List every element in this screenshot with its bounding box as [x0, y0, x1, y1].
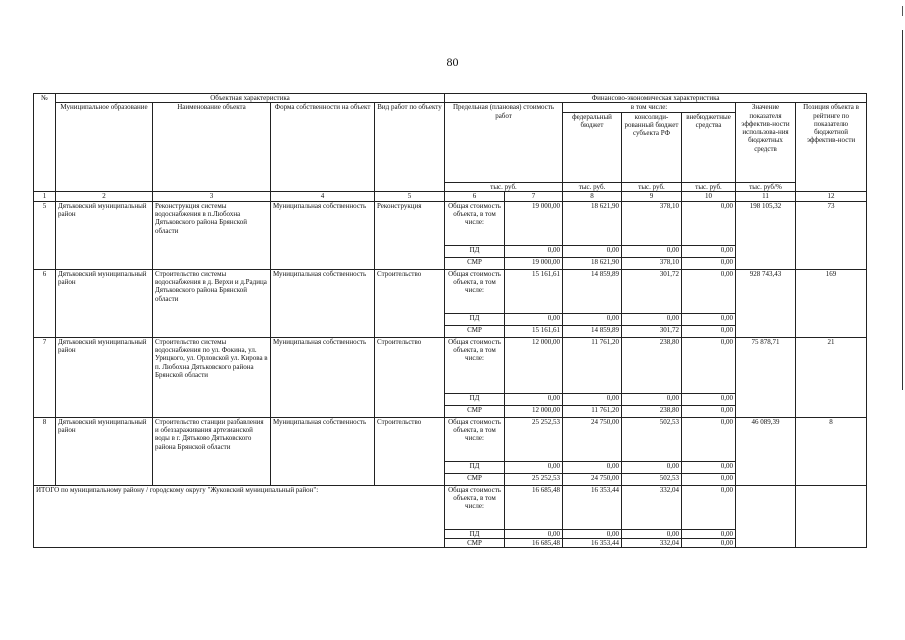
- header-efficiency: Значение показателя эффектив-ности использова-ния бюджетных средств: [736, 103, 796, 182]
- row-no: 7: [34, 337, 56, 417]
- smr-cost: 25 252,53: [505, 473, 563, 485]
- row-total-federal: 14 859,89: [563, 269, 622, 313]
- smr-consolidated: 502,53: [622, 473, 682, 485]
- total-smr-consolidated: 332,04: [622, 539, 682, 548]
- row-total-consolidated: 238,80: [622, 337, 682, 393]
- row-ownership: Муниципальная собственность: [271, 201, 375, 269]
- col-num: 11: [736, 191, 796, 201]
- header-federal: федеральный бюджет: [563, 112, 622, 182]
- header-municipal: Муниципальное образование: [56, 103, 153, 192]
- row-no: 8: [34, 417, 56, 485]
- smr-federal: 11 761,20: [563, 405, 622, 417]
- pd-cost: 0,00: [505, 245, 563, 257]
- row-total-extra: 0,00: [682, 201, 736, 245]
- row-ownership: Муниципальная собственность: [271, 269, 375, 337]
- smr-cost: 12 000,00: [505, 405, 563, 417]
- financial-table: [33, 93, 867, 548]
- total-row-consolidated: 332,04: [622, 485, 682, 529]
- total-pd-federal: 0,00: [563, 529, 622, 538]
- header-max-cost: Предельная (плановая) стоимость работ: [445, 103, 563, 182]
- unit-efficiency: тыс. руб/%: [736, 182, 796, 191]
- total-row-label: ИТОГО по муниципальному району / городскому округу "Жуковский муниципальный район":: [34, 485, 445, 548]
- unit-federal: тыс. руб.: [563, 182, 622, 191]
- total-row-federal: 16 353,44: [563, 485, 622, 529]
- row-total-consolidated: 502,53: [622, 417, 682, 461]
- total-smr-cost: 16 685,48: [505, 539, 563, 548]
- row-efficiency: 75 878,71: [736, 337, 796, 417]
- pd-cost: 0,00: [505, 461, 563, 473]
- row-municipal: Дятьковский муниципальный район: [56, 417, 153, 485]
- col-num: 2: [56, 191, 153, 201]
- row-object-name: Реконструкция системы водоснабжения в п.Любохна Дятьковского района Брянской области: [153, 201, 271, 269]
- row-efficiency: 46 089,39: [736, 417, 796, 485]
- row-total-cost: 15 161,61: [505, 269, 563, 313]
- row-total-federal: 11 761,20: [563, 337, 622, 393]
- pd-federal: 0,00: [563, 393, 622, 405]
- total-smr-federal: 16 353,44: [563, 539, 622, 548]
- pd-extra: 0,00: [682, 245, 736, 257]
- header-consolidated: консолиди-рованный бюджет субъекта РФ: [622, 112, 682, 182]
- smr-consolidated: 238,80: [622, 405, 682, 417]
- smr-federal: 18 621,90: [563, 257, 622, 269]
- row-total-extra: 0,00: [682, 269, 736, 313]
- row-municipal: Дятьковский муниципальный район: [56, 337, 153, 417]
- unit-cost: тыс. руб.: [445, 182, 563, 191]
- row-work-type: Реконструкция: [375, 201, 445, 269]
- smr-label: СМР: [445, 539, 505, 548]
- col-num: 3: [153, 191, 271, 201]
- row-ownership: Муниципальная собственность: [271, 417, 375, 485]
- header-fin-char: Финансово-экономическая характеристика: [445, 94, 867, 103]
- total-row: [34, 485, 867, 529]
- row-total-consolidated: 378,10: [622, 201, 682, 245]
- pd-label: ПД: [445, 393, 505, 405]
- pd-label: ПД: [445, 313, 505, 325]
- row-municipal: Дятьковский муниципальный район: [56, 269, 153, 337]
- smr-federal: 24 750,00: [563, 473, 622, 485]
- pd-consolidated: 0,00: [622, 461, 682, 473]
- row-municipal: Дятьковский муниципальный район: [56, 201, 153, 269]
- total-row-rating-empty: [796, 485, 867, 548]
- header-row-1: [34, 94, 867, 103]
- header-including: в том числе:: [563, 103, 736, 112]
- scan-edge-line: [902, 30, 903, 390]
- col-num: 7: [505, 191, 563, 201]
- pd-consolidated: 0,00: [622, 393, 682, 405]
- column-numbers-row: [34, 191, 867, 201]
- row-object-name: Строительство станции разбавления и обеззараживания артезианской воды в г. Дятьково Дятьковского района Брянской области: [153, 417, 271, 485]
- col-num: 1: [34, 191, 56, 201]
- total-rows: [34, 485, 867, 548]
- smr-extra: 0,00: [682, 325, 736, 337]
- smr-label: СМР: [445, 325, 505, 337]
- smr-consolidated: 378,10: [622, 257, 682, 269]
- row-work-type: Строительство: [375, 417, 445, 485]
- row-total-cost: 19 000,00: [505, 201, 563, 245]
- row-efficiency: 198 105,32: [736, 201, 796, 269]
- total-row-extra: 0,00: [682, 485, 736, 529]
- table-row: [34, 417, 867, 461]
- header-object-name: Наименование объекта: [153, 103, 271, 192]
- total-row-cost: 16 685,48: [505, 485, 563, 529]
- row-total-label: Общая стоимость объекта, в том числе:: [445, 201, 505, 245]
- table-row: [34, 337, 867, 393]
- row-no: 5: [34, 201, 56, 269]
- row-total-label: Общая стоимость объекта, в том числе:: [445, 269, 505, 313]
- unit-extra: тыс. руб.: [682, 182, 736, 191]
- page-number: 80: [446, 55, 459, 69]
- smr-extra: 0,00: [682, 257, 736, 269]
- col-num: 6: [445, 191, 505, 201]
- unit-consolidated: тыс. руб.: [622, 182, 682, 191]
- total-row-efficiency-empty: [736, 485, 796, 548]
- smr-consolidated: 301,72: [622, 325, 682, 337]
- total-pd-cost: 0,00: [505, 529, 563, 538]
- pd-extra: 0,00: [682, 393, 736, 405]
- row-ownership: Муниципальная собственность: [271, 337, 375, 417]
- header-extra: внебюджетные средства: [682, 112, 736, 182]
- pd-consolidated: 0,00: [622, 245, 682, 257]
- row-total-extra: 0,00: [682, 337, 736, 393]
- total-pd-extra: 0,00: [682, 529, 736, 538]
- smr-cost: 15 161,61: [505, 325, 563, 337]
- pd-federal: 0,00: [563, 245, 622, 257]
- row-total-consolidated: 301,72: [622, 269, 682, 313]
- pd-extra: 0,00: [682, 461, 736, 473]
- total-smr-extra: 0,00: [682, 539, 736, 548]
- pd-extra: 0,00: [682, 313, 736, 325]
- row-rating: 8: [796, 417, 867, 485]
- row-rating: 21: [796, 337, 867, 417]
- total-pd-consolidated: 0,00: [622, 529, 682, 538]
- header-rating: Позиция объекта в рейтинге по показателю бюджетной эффектив-ности: [796, 103, 867, 192]
- row-rating: 73: [796, 201, 867, 269]
- pd-label: ПД: [445, 529, 505, 538]
- table-row: [34, 201, 867, 245]
- col-num: 5: [375, 191, 445, 201]
- row-work-type: Строительство: [375, 269, 445, 337]
- smr-extra: 0,00: [682, 405, 736, 417]
- smr-label: СМР: [445, 473, 505, 485]
- header-no: №: [34, 94, 56, 192]
- pd-federal: 0,00: [563, 461, 622, 473]
- total-row-total-label: Общая стоимость объекта, в том числе:: [445, 485, 505, 529]
- row-total-label: Общая стоимость объекта, в том числе:: [445, 337, 505, 393]
- pd-consolidated: 0,00: [622, 313, 682, 325]
- row-total-cost: 12 000,00: [505, 337, 563, 393]
- col-num: 12: [796, 191, 867, 201]
- smr-label: СМР: [445, 405, 505, 417]
- row-total-cost: 25 252,53: [505, 417, 563, 461]
- data-rows: [34, 201, 867, 485]
- smr-extra: 0,00: [682, 473, 736, 485]
- row-no: 6: [34, 269, 56, 337]
- table-row: [34, 269, 867, 313]
- row-total-federal: 24 750,00: [563, 417, 622, 461]
- row-efficiency: 928 743,43: [736, 269, 796, 337]
- pd-cost: 0,00: [505, 313, 563, 325]
- pd-label: ПД: [445, 245, 505, 257]
- row-rating: 169: [796, 269, 867, 337]
- col-num: 8: [563, 191, 622, 201]
- header-row-2: [34, 103, 867, 112]
- header-ownership: Форма собственности на объект: [271, 103, 375, 192]
- row-total-label: Общая стоимость объекта, в том числе:: [445, 417, 505, 461]
- smr-federal: 14 859,89: [563, 325, 622, 337]
- col-num: 4: [271, 191, 375, 201]
- pd-label: ПД: [445, 461, 505, 473]
- row-object-name: Строительство системы водоснабжения в д. Верхи и д.Радица Дятьковского района Брянской области: [153, 269, 271, 337]
- row-object-name: Строительство системы водоснабжения по ул. Фокина, ул. Урицкого, ул. Орловской ул. Кирова в п. Любохна Дятьковского района Брянской области: [153, 337, 271, 417]
- smr-label: СМР: [445, 257, 505, 269]
- col-num: 10: [682, 191, 736, 201]
- smr-cost: 19 000,00: [505, 257, 563, 269]
- scan-edge-mark-top: [902, 6, 903, 16]
- row-total-federal: 18 621,90: [563, 201, 622, 245]
- row-total-extra: 0,00: [682, 417, 736, 461]
- col-num: 9: [622, 191, 682, 201]
- pd-cost: 0,00: [505, 393, 563, 405]
- row-work-type: Строительство: [375, 337, 445, 417]
- header-object-char: Объектная характеристика: [56, 94, 445, 103]
- header-work-type: Вид работ по объекту: [375, 103, 445, 192]
- pd-federal: 0,00: [563, 313, 622, 325]
